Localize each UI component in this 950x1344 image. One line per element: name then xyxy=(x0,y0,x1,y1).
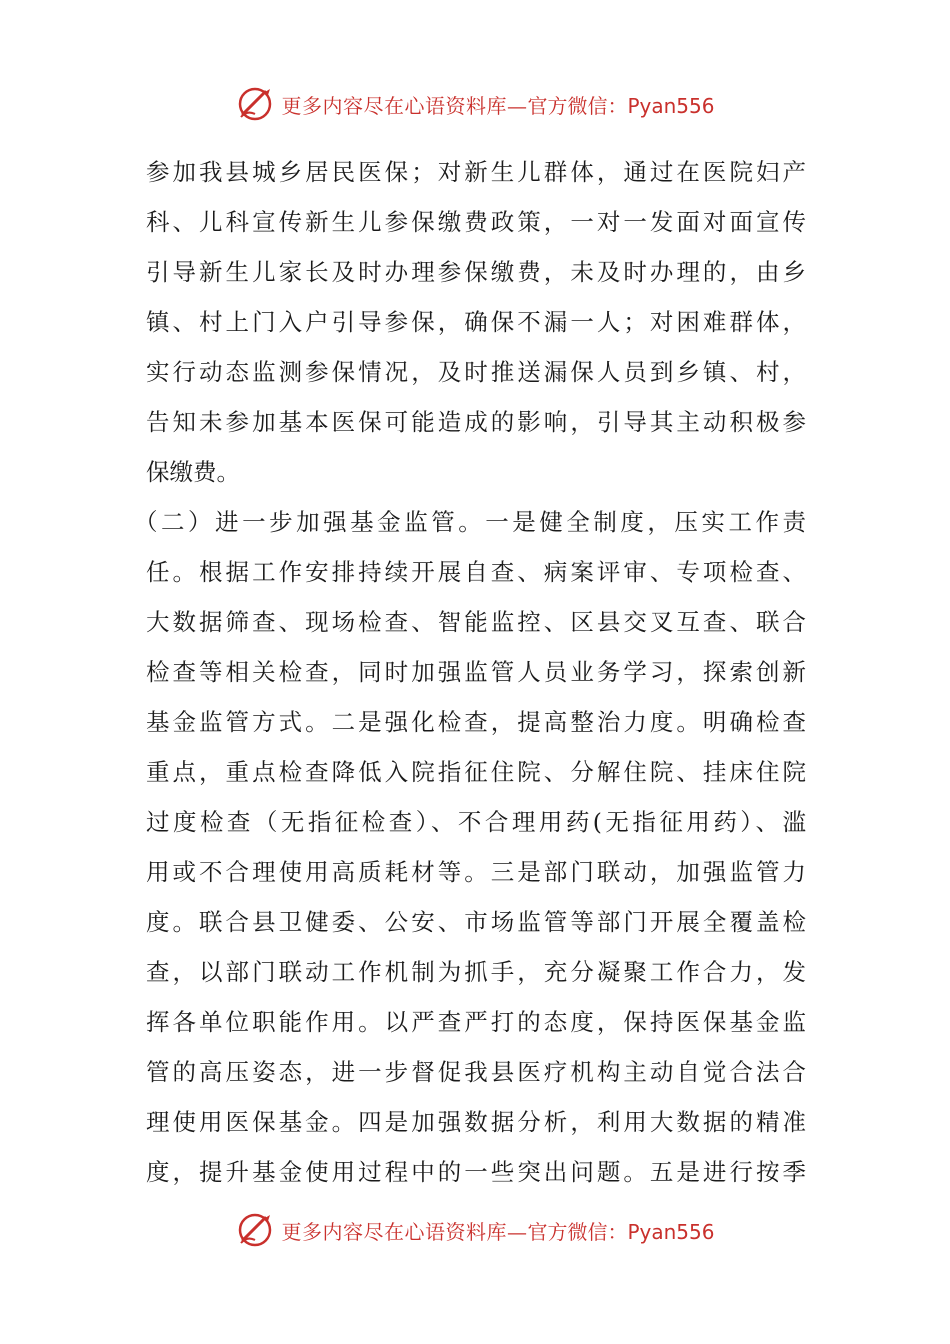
banner-text: 更多内容尽在心语资料库— xyxy=(281,1219,528,1244)
text-line: 度。联合县卫健委、公安、市场监管等部门开展全覆盖检 xyxy=(146,908,806,936)
text-line: 管的高压姿态，进一步督促我县医疗机构主动自觉合法合 xyxy=(146,1058,806,1086)
text-line: 度，提升基金使用过程中的一些突出问题。五是进行按季 xyxy=(146,1158,806,1186)
text-line: 告知未参加基本医保可能造成的影响，引导其主动积极参 xyxy=(146,408,806,436)
banner-wechat: 官方微信：Pyan556 xyxy=(527,1219,715,1244)
text-line: 镇、村上门入户引导参保，确保不漏一人；对困难群体， xyxy=(146,308,806,336)
text-line: 检查等相关检查，同时加强监管人员业务学习，探索创新 xyxy=(146,658,806,686)
text-line: 保缴费。 xyxy=(146,458,240,486)
text-line: 理使用医保基金。四是加强数据分析，利用大数据的精准 xyxy=(146,1108,806,1136)
banner-wechat: 官方微信：Pyan556 xyxy=(527,93,715,118)
footer-banner xyxy=(0,1210,950,1250)
text-line: 科、儿科宣传新生儿参保缴费政策，一对一发面对面宣传 xyxy=(146,208,806,236)
text-line: 过度检查（无指征检查）、不合理用药(无指征用药）、滥 xyxy=(146,808,806,836)
text-line: 用或不合理使用高质耗材等。三是部门联动，加强监管力 xyxy=(146,858,806,886)
header-banner xyxy=(0,84,950,124)
text-line: 重点，重点检查降低入院指征住院、分解住院、挂床住院 xyxy=(146,758,806,786)
document-body xyxy=(134,147,806,1197)
text-line: 参加我县城乡居民医保；对新生儿群体，通过在医院妇产 xyxy=(146,158,806,186)
text-line: 任。根据工作安排持续开展自查、病案评审、专项检查、 xyxy=(146,558,806,586)
pen-scroll-logo-icon xyxy=(235,1210,275,1250)
section-heading-line: （二）进一步加强基金监管。一是健全制度，压实工作责 xyxy=(134,508,806,536)
text-line: 实行动态监测参保情况，及时推送漏保人员到乡镇、村， xyxy=(146,358,806,386)
text-line: 查，以部门联动工作机制为抓手，充分凝聚工作合力，发 xyxy=(146,958,806,986)
text-line: 引导新生儿家长及时办理参保缴费，未及时办理的，由乡 xyxy=(146,258,806,286)
text-line: 大数据筛查、现场检查、智能监控、区县交叉互查、联合 xyxy=(146,608,806,636)
text-line: 挥各单位职能作用。以严查严打的态度，保持医保基金监 xyxy=(146,1008,806,1036)
text-line: 基金监管方式。二是强化检查，提高整治力度。明确检查 xyxy=(146,708,806,736)
pen-scroll-logo-icon xyxy=(235,84,275,124)
banner-text: 更多内容尽在心语资料库— xyxy=(281,93,528,118)
